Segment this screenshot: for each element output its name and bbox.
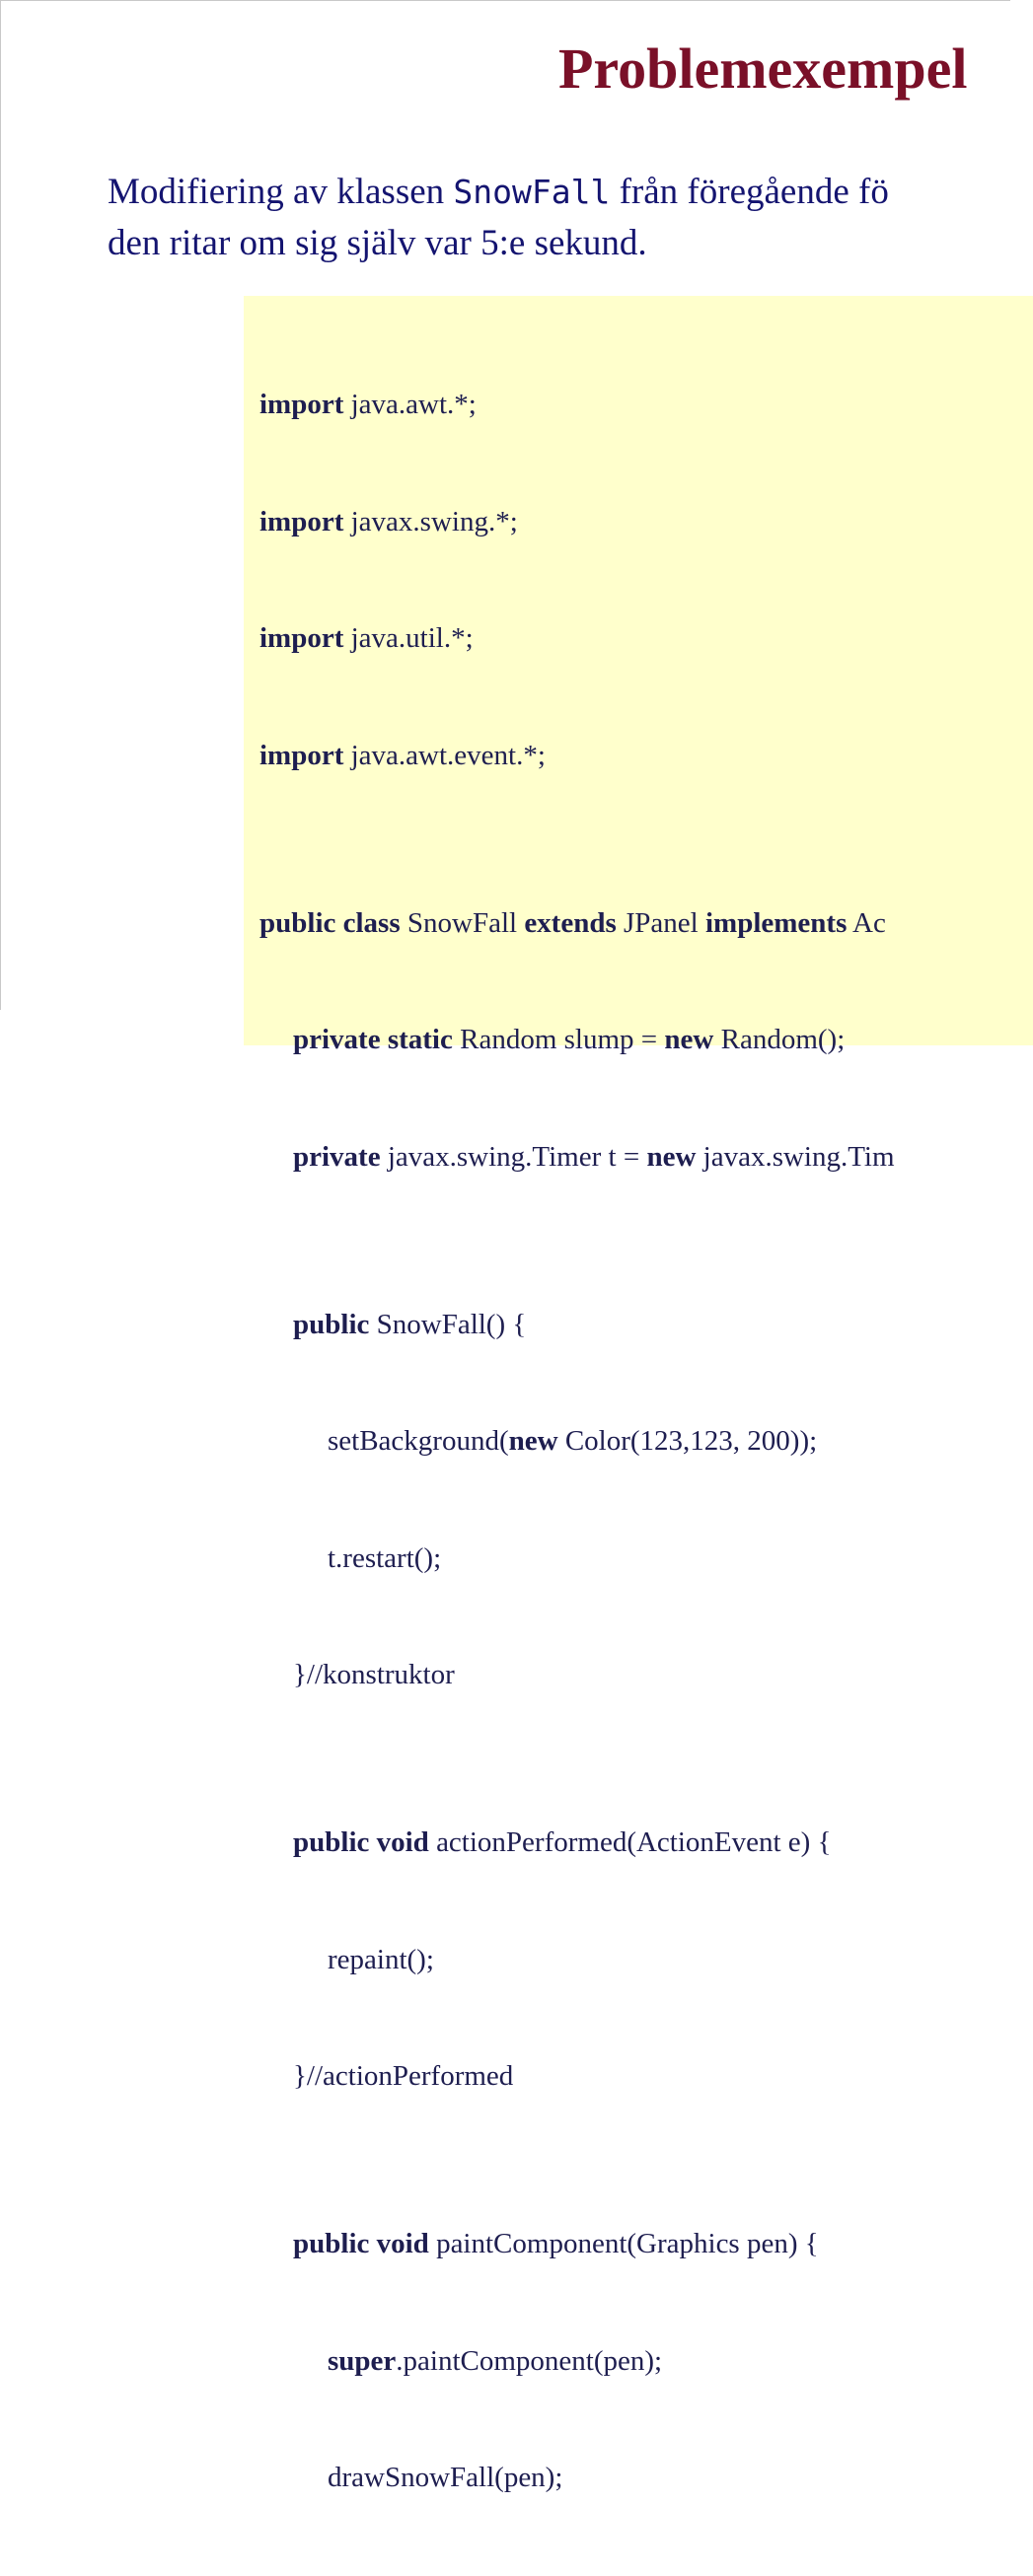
code-line: [259, 1138, 895, 1178]
code-line: [259, 2225, 895, 2264]
code-text: Random slump =: [452, 1024, 665, 1055]
keyword: private: [293, 1140, 381, 1173]
code-text: Random();: [713, 1024, 846, 1055]
code-text: Color(123,123, 200));: [557, 1425, 818, 1457]
code-line: [259, 1656, 895, 1695]
intro-text-after: från föregående fö: [610, 172, 889, 212]
code-line: [259, 2057, 895, 2097]
intro-text: [108, 167, 889, 269]
code-text: javax.swing.*;: [343, 505, 518, 537]
keyword: extends: [524, 906, 617, 939]
keyword: private static: [293, 1024, 453, 1055]
code-text: java.util.*;: [343, 622, 474, 654]
intro-line-1: [108, 167, 889, 218]
code-text: java.awt.*;: [343, 389, 477, 420]
code-line: [259, 904, 895, 944]
code-text: javax.swing.Timer t =: [380, 1140, 647, 1173]
code-text: java.awt.event.*;: [343, 739, 546, 771]
code-line: [259, 1422, 895, 1462]
code-line: [259, 737, 895, 776]
code-text: }//konstruktor: [293, 1659, 455, 1690]
code-line: [259, 503, 895, 542]
intro-text-before: Modifiering av klassen: [108, 172, 454, 212]
code-line: [259, 386, 895, 425]
code-text: SnowFall() {: [369, 1308, 527, 1340]
code-text: setBackground(: [328, 1425, 509, 1457]
code-text: paintComponent(Graphics pen) {: [428, 2228, 819, 2259]
keyword: new: [664, 1024, 714, 1055]
keyword: implements: [704, 906, 848, 939]
code-text: }//actionPerformed: [293, 2060, 514, 2092]
code-text: SnowFall: [400, 906, 525, 939]
keyword: new: [508, 1425, 558, 1457]
code-text: drawSnowFall(pen);: [328, 2462, 563, 2493]
keyword: import: [259, 505, 344, 537]
keyword: super: [328, 2344, 397, 2377]
keyword: public: [293, 1308, 370, 1340]
slide-title: Problemexempel: [558, 36, 968, 101]
keyword: public class: [259, 906, 401, 939]
code-text: JPanel: [616, 906, 705, 939]
code-listing: [259, 308, 895, 2576]
code-line: [259, 1539, 895, 1579]
code-text: t.restart();: [328, 1541, 442, 1574]
intro-line-2: den ritar om sig själv var 5:e sekund.: [108, 223, 647, 263]
code-text: javax.swing.Tim: [696, 1140, 895, 1173]
code-line: [259, 1021, 895, 1060]
code-text: Ac: [847, 906, 886, 939]
code-line: [259, 1824, 895, 1863]
keyword: import: [259, 389, 344, 420]
keyword: new: [646, 1140, 697, 1173]
code-text: repaint();: [328, 1943, 434, 1975]
code-line: [259, 2342, 895, 2382]
code-text: .paintComponent(pen);: [396, 2344, 663, 2377]
code-line: [259, 619, 895, 659]
code-line: [259, 2459, 895, 2498]
class-name: SnowFall: [453, 173, 611, 211]
code-line: [259, 1941, 895, 1980]
code-line: [259, 1306, 895, 1345]
keyword: import: [259, 739, 344, 771]
keyword: public void: [293, 2228, 429, 2259]
keyword: public void: [293, 1826, 429, 1858]
keyword: import: [259, 622, 344, 654]
code-text: actionPerformed(ActionEvent e) {: [428, 1826, 832, 1858]
